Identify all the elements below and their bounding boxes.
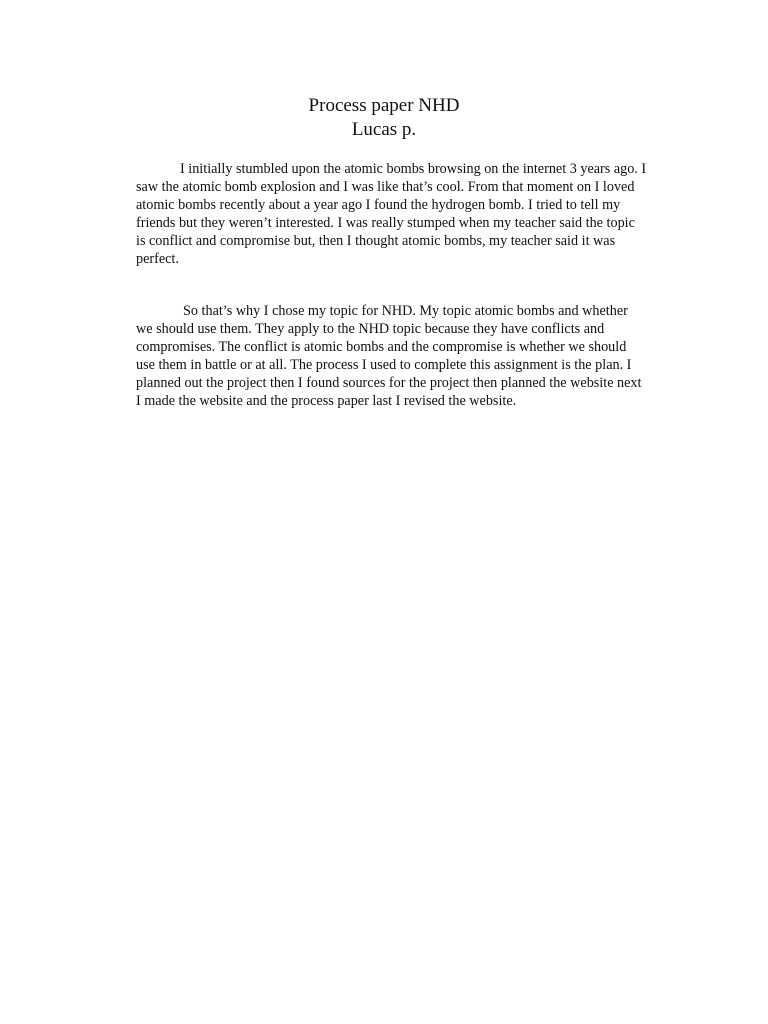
author-name: Lucas p.	[351, 119, 417, 140]
paragraph-line: saw the atomic bomb explosion and I was like that’s cool. From that moment on I loved	[136, 179, 635, 196]
paragraph-line: is conflict and compromise but, then I thought atomic bombs, my teacher said it was	[136, 233, 616, 250]
paragraph-line: planned out the project then I found sources for the project then planned the website next	[136, 375, 642, 392]
paragraph-line: perfect.	[136, 251, 179, 268]
title-block	[0, 94, 768, 142]
paragraph-2	[136, 302, 688, 411]
document-title: Process paper NHD	[308, 95, 460, 116]
paragraph-line: atomic bombs recently about a year ago I found the hydrogen bomb. I tried to tell my	[136, 197, 621, 214]
paragraph-line: So that’s why I chose my topic for NHD. My topic atomic bombs and whether	[183, 303, 628, 319]
paragraph-line: compromises. The conflict is atomic bombs and the compromise is whether we should	[136, 339, 627, 356]
paragraph-line: use them in battle or at all. The process I used to complete this assignment is the plan. I	[136, 357, 632, 374]
paragraph-1	[136, 160, 688, 269]
paragraph-line: friends but they weren’t interested. I was really stumped when my teacher said the topic	[136, 215, 635, 232]
paragraph-line: I initially stumbled upon the atomic bombs browsing on the internet 3 years ago. I	[180, 161, 647, 177]
paragraph-line: we should use them. They apply to the NHD topic because they have conflicts and	[136, 321, 605, 338]
paragraph-line: I made the website and the process paper last I revised the website.	[136, 393, 517, 410]
